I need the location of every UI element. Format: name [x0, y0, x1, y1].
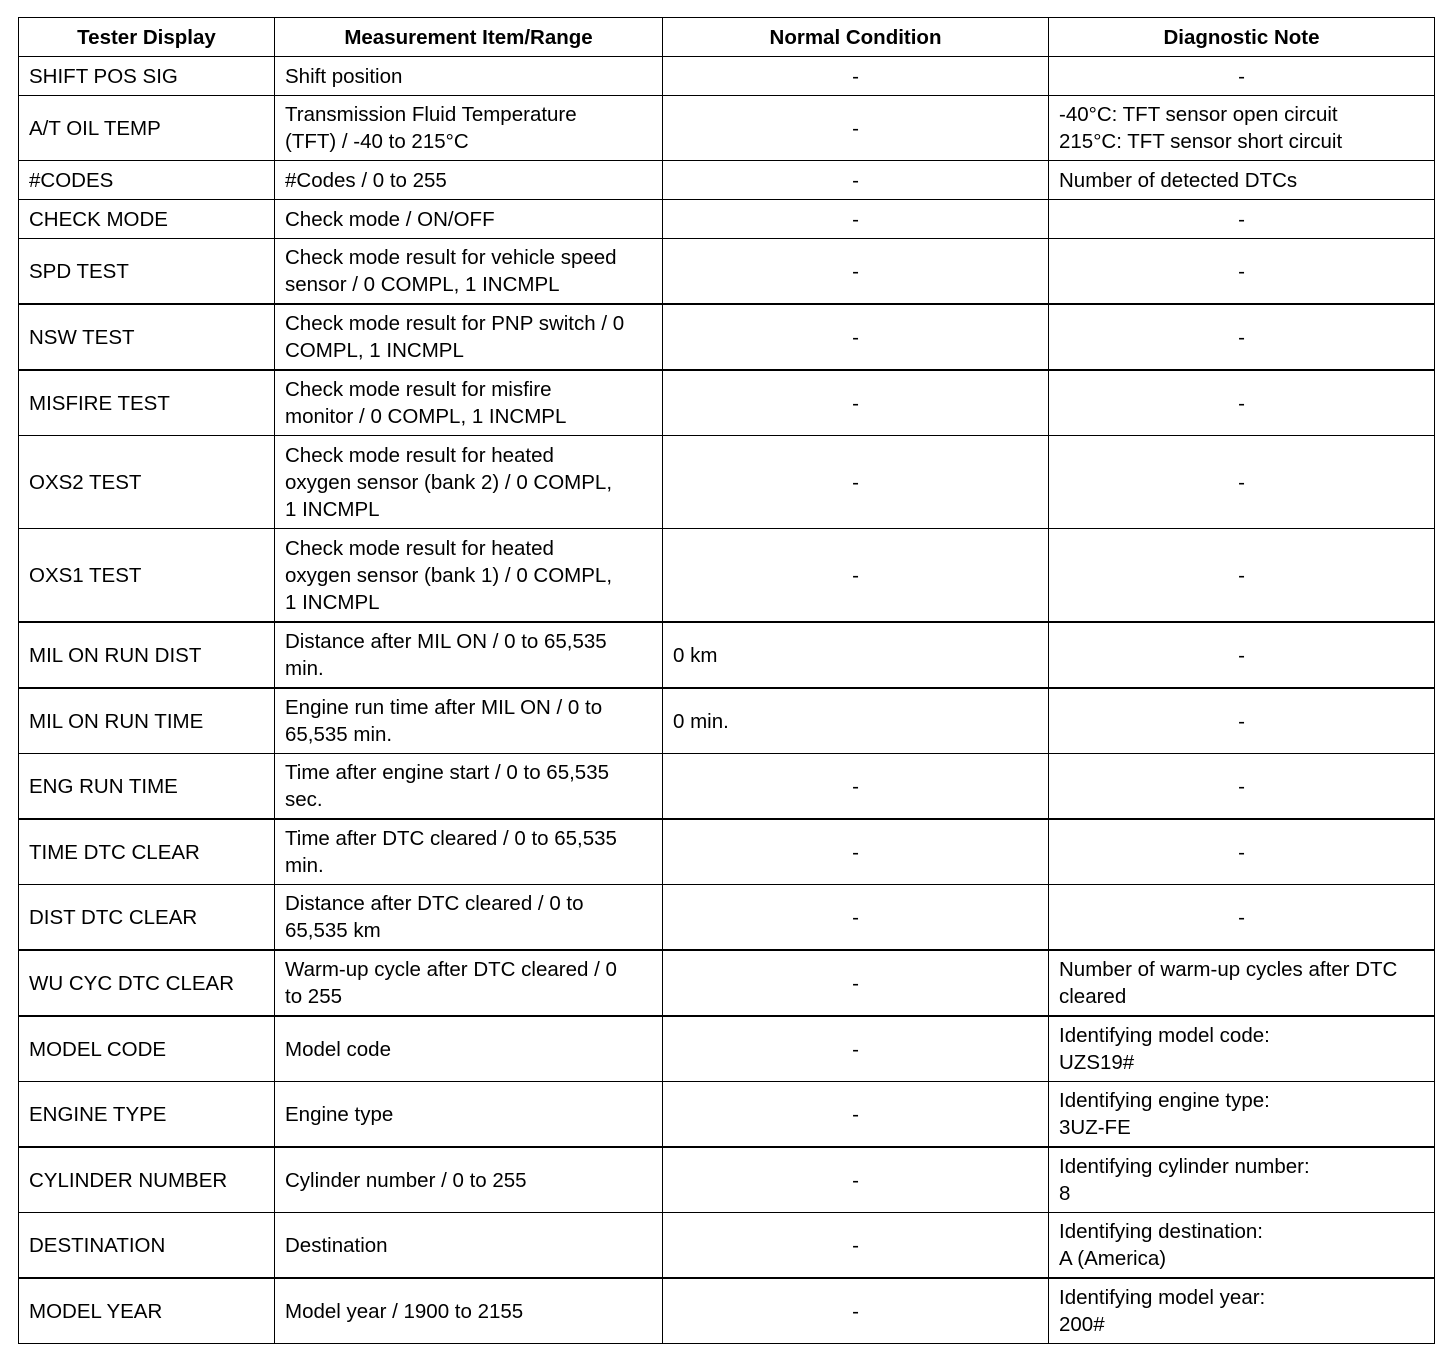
table-row	[19, 370, 1435, 436]
diagnostic-note-line: 200#	[1059, 1313, 1105, 1336]
measurement-item-cell	[275, 754, 663, 820]
diagnostic-note-cell	[1049, 436, 1435, 529]
diagnostic-note-cell	[1049, 885, 1435, 951]
measurement-item-cell	[275, 688, 663, 754]
diagnostic-note-cell	[1049, 1278, 1435, 1344]
table-row	[19, 304, 1435, 370]
diagnostic-note-line: -	[1238, 470, 1245, 494]
diagnostic-note-line: 8	[1059, 1182, 1071, 1205]
measurement-item-line: Check mode result for misfire	[285, 378, 552, 401]
tester-display-cell: A/T OIL TEMP	[19, 96, 275, 161]
table-row	[19, 1147, 1435, 1213]
diagnostic-note-cell	[1049, 161, 1435, 200]
measurement-item-line: Cylinder number / 0 to 255	[285, 1168, 527, 1192]
diagnostic-note-line: -40°C: TFT sensor open circuit	[1059, 103, 1338, 126]
diagnostic-note-line: -	[1238, 64, 1245, 88]
tester-display-cell: TIME DTC CLEAR	[19, 819, 275, 885]
tester-display-cell: MIL ON RUN DIST	[19, 622, 275, 688]
measurement-item-line: min.	[285, 657, 324, 680]
measurement-item-cell	[275, 1278, 663, 1344]
table-row	[19, 200, 1435, 239]
measurement-item-line: sec.	[285, 788, 323, 811]
tester-display-cell: DIST DTC CLEAR	[19, 885, 275, 951]
measurement-item-cell	[275, 1016, 663, 1082]
measurement-item-cell	[275, 950, 663, 1016]
measurement-item-line: oxygen sensor (bank 2) / 0 COMPL,	[285, 470, 613, 494]
measurement-item-cell	[275, 885, 663, 951]
diagnostic-note-line: A (America)	[1059, 1247, 1167, 1270]
diagnostic-note-cell	[1049, 622, 1435, 688]
normal-condition-cell: -	[663, 950, 1049, 1016]
diagnostic-note-cell	[1049, 1016, 1435, 1082]
tester-display-cell: ENG RUN TIME	[19, 754, 275, 820]
normal-condition-cell: -	[663, 1016, 1049, 1082]
measurement-item-line: 1 INCMPL	[285, 497, 380, 521]
measurement-item-line: Time after DTC cleared / 0 to 65,535	[285, 827, 617, 850]
header-diagnostic-note: Diagnostic Note	[1049, 18, 1435, 57]
diagnostic-note-line: -	[1238, 325, 1245, 349]
measurement-item-line: Check mode / ON/OFF	[285, 207, 495, 231]
table-row	[19, 239, 1435, 305]
measurement-item-line: (TFT) / -40 to 215°C	[285, 130, 469, 153]
measurement-item-line: Engine type	[285, 1102, 394, 1126]
measurement-item-line: oxygen sensor (bank 1) / 0 COMPL,	[285, 563, 613, 587]
diagnostic-note-cell	[1049, 239, 1435, 305]
header-normal-condition: Normal Condition	[663, 18, 1049, 57]
measurement-item-cell	[275, 200, 663, 239]
table-header-row	[19, 18, 1435, 57]
diagnostic-note-line: Identifying model code:	[1059, 1024, 1270, 1047]
normal-condition-cell: -	[663, 304, 1049, 370]
measurement-item-line: Time after engine start / 0 to 65,535	[285, 761, 610, 784]
tester-display-cell: WU CYC DTC CLEAR	[19, 950, 275, 1016]
measurement-item-cell	[275, 239, 663, 305]
table-row	[19, 1082, 1435, 1148]
tester-display-cell: MISFIRE TEST	[19, 370, 275, 436]
normal-condition-cell: -	[663, 1147, 1049, 1213]
diagnostic-note-line: -	[1238, 207, 1245, 231]
diagnostic-note-cell	[1049, 96, 1435, 161]
diagnostic-note-line: UZS19#	[1059, 1051, 1135, 1074]
diagnostic-note-cell	[1049, 200, 1435, 239]
measurement-item-line: Model year / 1900 to 2155	[285, 1299, 524, 1323]
normal-condition-cell: -	[663, 436, 1049, 529]
table-row	[19, 819, 1435, 885]
tester-display-cell: OXS1 TEST	[19, 529, 275, 623]
measurement-item-line: to 255	[285, 985, 342, 1008]
tester-display-cell: CHECK MODE	[19, 200, 275, 239]
measurement-item-line: Model code	[285, 1037, 391, 1061]
diagnostic-note-cell	[1049, 57, 1435, 96]
tester-display-cell: NSW TEST	[19, 304, 275, 370]
diagnostic-note-line: -	[1238, 709, 1245, 733]
tester-display-cell: MODEL CODE	[19, 1016, 275, 1082]
normal-condition-cell: -	[663, 239, 1049, 305]
table-row	[19, 688, 1435, 754]
tester-display-cell: MODEL YEAR	[19, 1278, 275, 1344]
table-row	[19, 161, 1435, 200]
table-row	[19, 1016, 1435, 1082]
tester-display-cell: CYLINDER NUMBER	[19, 1147, 275, 1213]
table-row	[19, 96, 1435, 161]
measurement-item-line: 1 INCMPL	[285, 590, 380, 614]
measurement-item-cell	[275, 304, 663, 370]
data-list-table	[18, 17, 1435, 1344]
measurement-item-cell	[275, 622, 663, 688]
normal-condition-cell: -	[663, 370, 1049, 436]
table-row	[19, 1213, 1435, 1279]
diagnostic-note-line: cleared	[1059, 985, 1127, 1008]
diagnostic-note-line: -	[1238, 774, 1245, 798]
measurement-item-line: Warm-up cycle after DTC cleared / 0	[285, 958, 617, 981]
table-row	[19, 885, 1435, 951]
diagnostic-note-line: Identifying cylinder number:	[1059, 1155, 1310, 1178]
diagnostic-note-cell	[1049, 688, 1435, 754]
measurement-item-line: Check mode result for PNP switch / 0	[285, 312, 625, 335]
table-row	[19, 950, 1435, 1016]
measurement-item-line: monitor / 0 COMPL, 1 INCMPL	[285, 405, 567, 428]
tester-display-cell: SPD TEST	[19, 239, 275, 305]
measurement-item-cell	[275, 96, 663, 161]
table-row	[19, 436, 1435, 529]
diagnostic-note-line: -	[1238, 391, 1245, 415]
diagnostic-note-line: -	[1238, 259, 1245, 283]
measurement-item-line: sensor / 0 COMPL, 1 INCMPL	[285, 273, 560, 296]
normal-condition-cell: -	[663, 96, 1049, 161]
diagnostic-note-line: Number of detected DTCs	[1059, 168, 1298, 192]
header-tester-display: Tester Display	[19, 18, 275, 57]
measurement-item-cell	[275, 57, 663, 96]
table-body	[19, 57, 1435, 1344]
diagnostic-note-cell	[1049, 819, 1435, 885]
measurement-item-cell	[275, 436, 663, 529]
measurement-item-cell	[275, 529, 663, 623]
measurement-item-line: Engine run time after MIL ON / 0 to	[285, 696, 603, 719]
diagnostic-note-cell	[1049, 304, 1435, 370]
document-sheet	[18, 17, 1434, 1344]
measurement-item-line: 65,535 km	[285, 919, 381, 942]
normal-condition-cell: -	[663, 529, 1049, 623]
normal-condition-cell: -	[663, 57, 1049, 96]
table-row	[19, 754, 1435, 820]
tester-display-cell: #CODES	[19, 161, 275, 200]
diagnostic-note-cell	[1049, 1082, 1435, 1148]
normal-condition-cell: 0 min.	[663, 688, 1049, 754]
normal-condition-cell: -	[663, 754, 1049, 820]
table-row	[19, 1278, 1435, 1344]
tester-display-cell: DESTINATION	[19, 1213, 275, 1279]
normal-condition-cell: 0 km	[663, 622, 1049, 688]
diagnostic-note-line: -	[1238, 643, 1245, 667]
measurement-item-cell	[275, 1213, 663, 1279]
diagnostic-note-line: 215°C: TFT sensor short circuit	[1059, 130, 1343, 153]
diagnostic-note-cell	[1049, 950, 1435, 1016]
diagnostic-note-line: -	[1238, 563, 1245, 587]
normal-condition-cell: -	[663, 1082, 1049, 1148]
normal-condition-cell: -	[663, 161, 1049, 200]
diagnostic-note-cell	[1049, 1213, 1435, 1279]
normal-condition-cell: -	[663, 819, 1049, 885]
measurement-item-cell	[275, 819, 663, 885]
header-measurement-item-range: Measurement Item/Range	[275, 18, 663, 57]
table-row	[19, 529, 1435, 623]
tester-display-cell: SHIFT POS SIG	[19, 57, 275, 96]
measurement-item-line: Shift position	[285, 64, 403, 88]
measurement-item-cell	[275, 1082, 663, 1148]
measurement-item-line: min.	[285, 854, 324, 877]
diagnostic-note-cell	[1049, 1147, 1435, 1213]
normal-condition-cell: -	[663, 885, 1049, 951]
measurement-item-line: 65,535 min.	[285, 723, 393, 746]
measurement-item-line: Check mode result for vehicle speed	[285, 246, 617, 269]
measurement-item-line: Distance after DTC cleared / 0 to	[285, 892, 584, 915]
normal-condition-cell: -	[663, 1213, 1049, 1279]
diagnostic-note-line: Number of warm-up cycles after DTC	[1059, 958, 1398, 981]
measurement-item-line: Check mode result for heated	[285, 443, 554, 467]
measurement-item-line: Distance after MIL ON / 0 to 65,535	[285, 630, 607, 653]
measurement-item-line: Check mode result for heated	[285, 536, 554, 560]
measurement-item-cell	[275, 370, 663, 436]
measurement-item-line: Transmission Fluid Temperature	[285, 103, 577, 126]
diagnostic-note-line: 3UZ-FE	[1059, 1116, 1131, 1139]
tester-display-cell: MIL ON RUN TIME	[19, 688, 275, 754]
diagnostic-note-line: -	[1238, 905, 1245, 929]
diagnostic-note-cell	[1049, 370, 1435, 436]
diagnostic-note-line: -	[1238, 840, 1245, 864]
table-row	[19, 622, 1435, 688]
measurement-item-cell	[275, 1147, 663, 1213]
diagnostic-note-cell	[1049, 529, 1435, 623]
diagnostic-note-line: Identifying destination:	[1059, 1220, 1263, 1243]
table-row	[19, 57, 1435, 96]
diagnostic-note-cell	[1049, 754, 1435, 820]
measurement-item-line: COMPL, 1 INCMPL	[285, 339, 464, 362]
diagnostic-note-line: Identifying engine type:	[1059, 1089, 1270, 1112]
diagnostic-note-line: Identifying model year:	[1059, 1286, 1266, 1309]
normal-condition-cell: -	[663, 200, 1049, 239]
measurement-item-cell	[275, 161, 663, 200]
measurement-item-line: #Codes / 0 to 255	[285, 168, 447, 192]
tester-display-cell: ENGINE TYPE	[19, 1082, 275, 1148]
measurement-item-line: Destination	[285, 1233, 388, 1257]
normal-condition-cell: -	[663, 1278, 1049, 1344]
tester-display-cell: OXS2 TEST	[19, 436, 275, 529]
